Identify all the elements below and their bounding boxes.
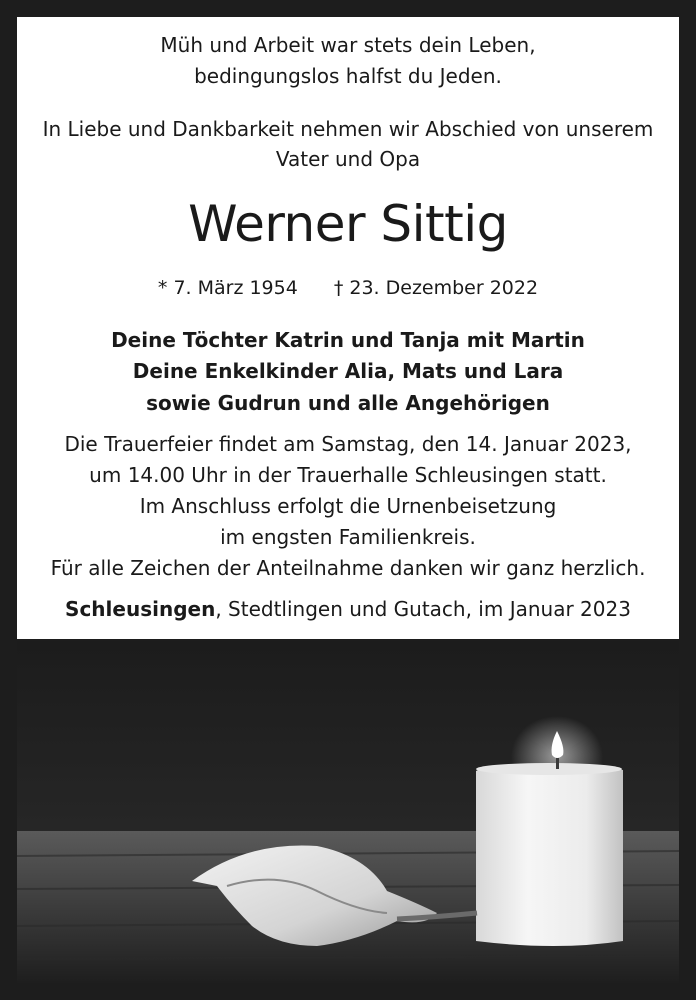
candle-and-lily-photo [17,641,679,983]
ceremony-line-2: um 14.00 Uhr in der Trauerhalle Schleusingen statt. [89,463,607,487]
death-date: † 23. Dezember 2022 [333,277,539,299]
place-town: Schleusingen [65,597,216,621]
mourners-line-1: Deine Töchter Katrin und Tanja mit Martin [111,328,585,352]
intro-line-2: Vater und Opa [275,147,421,171]
mourners-line-2: Deine Enkelkinder Alia, Mats und Lara [132,359,564,383]
life-dates [17,274,679,302]
verse-line-1: Müh und Arbeit war stets dein Leben, [160,33,536,57]
verse-line-2: bedingungslos halfst du Jeden. [194,64,502,88]
deceased-name: Werner Sittig [188,195,508,253]
place-and-date [17,595,679,623]
mourners-line-3: sowie Gudrun und alle Angehörigen [146,391,550,415]
ceremony-line-1: Die Trauerfeier findet am Samstag, den 14. Januar 2023, [64,432,632,456]
candle-lily-illustration [17,641,679,983]
place-rest: , Stedtlingen und Gutach, im Januar 2023 [215,597,631,621]
ceremony-line-3: Im Anschluss erfolgt die Urnenbeisetzung [139,494,557,518]
obituary-text-panel [17,17,679,639]
ceremony-line-5: Für alle Zeichen der Anteilnahme danken wir ganz herzlich. [50,556,646,580]
ceremony-line-4: im engsten Familienkreis. [220,525,476,549]
birth-date: * 7. März 1954 [157,277,298,299]
intro-line-1: In Liebe und Dankbarkeit nehmen wir Abschied von unserem [42,117,654,141]
